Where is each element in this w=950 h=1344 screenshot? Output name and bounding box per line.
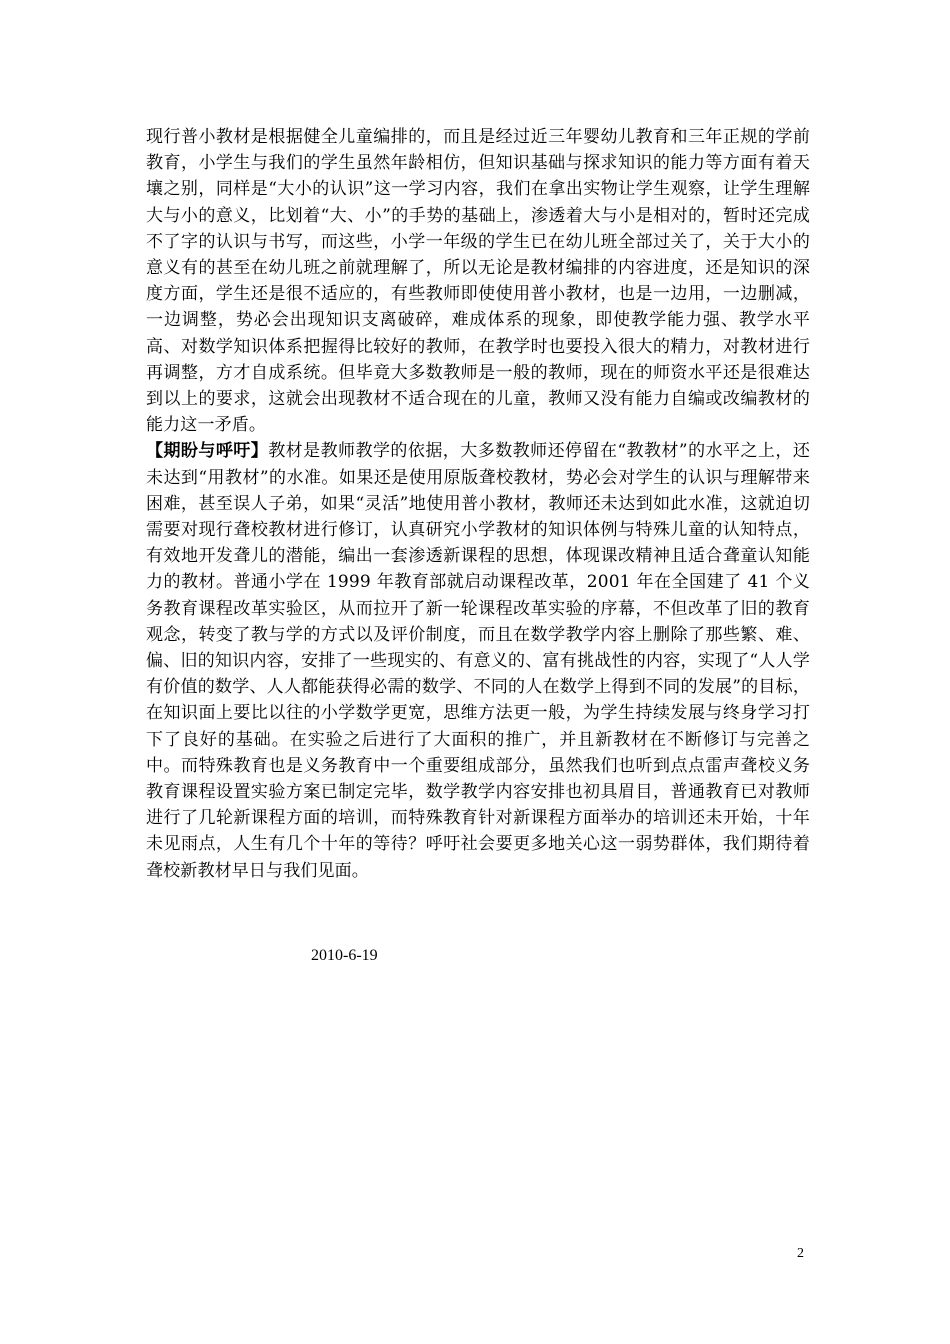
paragraph-2 bbox=[146, 438, 810, 883]
paragraph-2-body: 教材是教师教学的依据，大多数教师还停留在“教教材”的水平之上，还未达到“用教材”的水准。如果还是使用原版聋校教材，势必会对学生的认识与理解带来困难，甚至误人子弟，如果“灵活”地使用普小教材，教师还未达到如此水准，这就迫切需要对现行聋校教材进行修订，认真研究小学教材的知识体例与特殊儿童的认知特点，有效地开发聋儿的潜能，编出一套渗透新课程的思想，体现课改精神且适合聋童认知能力的教材。普通小学在 1999 年教育部就启动课程改革，2001 年在全国建了 41 个义务教育课程改革实验区，从而拉开了新一轮课程改革实验的序幕，不但改革了旧的教育观念，转变了教与学的方式以及评价制度，而且在数学教学内容上删除了那些繁、难、偏、旧的知识内容，安排了一些现实的、有意义的、富有挑战性的内容，实现了“人人学有价值的数学、人人都能获得必需的数学、不同的人在数学上得到不同的发展”的目标，在知识面上要比以往的小学数学更宽，思维方法更一般，为学生持续发展与终身学习打下了良好的基础。在实验之后进行了大面积的推广，并且新教材在不断修订与完善之中。而特殊教育也是义务教育中一个重要组成部分，虽然我们也听到点点雷声聋校义务教育课程设置实验方案已制定完毕，数学教学内容安排也初具眉目，普通教育已对教师进行了几轮新课程方面的培训，而特殊教育针对新课程方面举办的培训还未开始，十年未见雨点，人生有几个十年的等待？呼吁社会要更多地关心这一弱势群体，我们期待着聋校新教材早日与我们见面。 bbox=[146, 441, 810, 881]
document-date: 2010-6-19 bbox=[311, 947, 378, 964]
section-heading: 【期盼与呼吁】 bbox=[146, 441, 269, 462]
page-number: 2 bbox=[797, 1246, 804, 1261]
body-text bbox=[146, 124, 810, 884]
paragraph-1: 现行普小教材是根据健全儿童编排的，而且是经过近三年婴幼儿教育和三年正规的学前教育，小学生与我们的学生虽然年龄相仿，但知识基础与探求知识的能力等方面有着天壤之别，同样是“大小的认识”这一学习内容，我们在拿出实物让学生观察，让学生理解大与小的意义，比划着“大、小”的手势的基础上，渗透着大与小是相对的，暂时还完成不了字的认识与书写，而这些，小学一年级的学生已在幼儿班全部过关了，关于大小的意义有的甚至在幼儿班之前就理解了，所以无论是教材编排的内容进度，还是知识的深度方面，学生还是很不适应的，有些教师即使使用普小教材，也是一边用，一边删减，一边调整，势必会出现知识支离破碎，难成体系的现象，即使教学能力强、教学水平高、对数学知识体系把握得比较好的教师，在教学时也要投入很大的精力，对教材进行再调整，方才自成系统。但毕竟大多数教师是一般的教师，现在的师资水平还是很难达到以上的要求，这就会出现教材不适合现在的儿童，教师又没有能力自编或改编教材的能力这一矛盾。 bbox=[146, 127, 810, 436]
